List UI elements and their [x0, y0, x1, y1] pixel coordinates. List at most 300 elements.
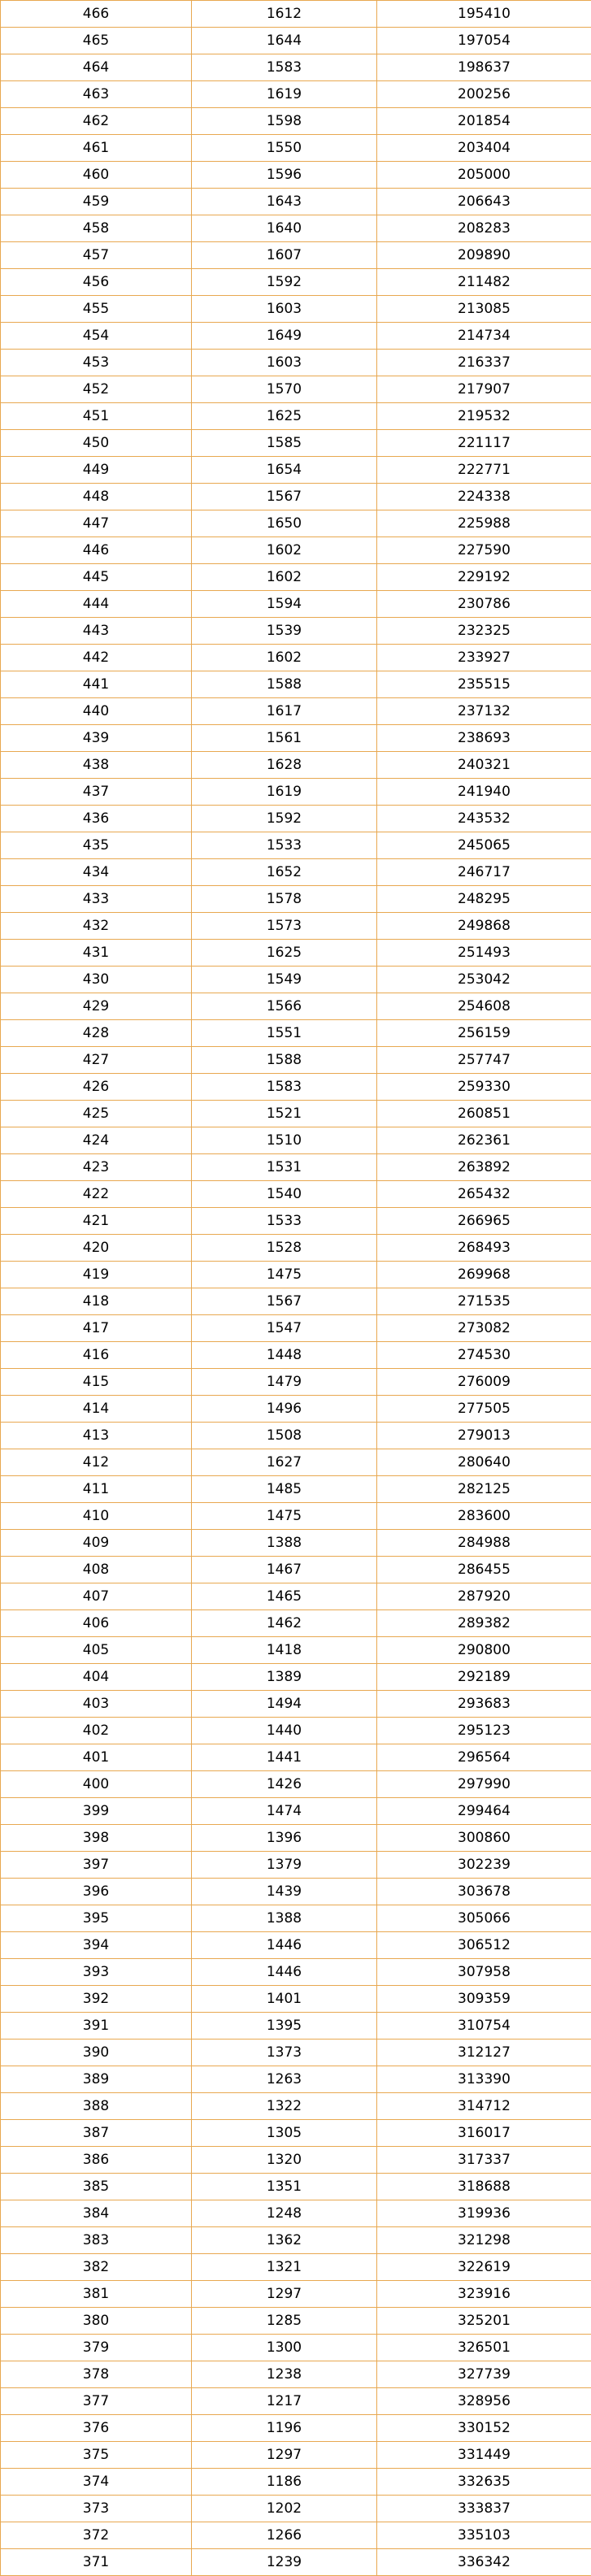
cumulative-cell: 319936 — [377, 2200, 591, 2227]
count-cell: 1551 — [192, 1020, 377, 1047]
count-cell: 1567 — [192, 1288, 377, 1315]
score-cell: 395 — [1, 1905, 192, 1932]
cumulative-cell: 266965 — [377, 1208, 591, 1235]
score-cell: 392 — [1, 1986, 192, 2013]
score-cell: 376 — [1, 2415, 192, 2442]
cumulative-cell: 328956 — [377, 2388, 591, 2415]
table-row — [1, 1691, 591, 1718]
cumulative-cell: 284988 — [377, 1530, 591, 1557]
table-row — [1, 1396, 591, 1423]
table-row — [1, 1744, 591, 1771]
count-cell: 1248 — [192, 2200, 377, 2227]
count-cell: 1475 — [192, 1262, 377, 1288]
table-row — [1, 1530, 591, 1557]
cumulative-cell: 305066 — [377, 1905, 591, 1932]
cumulative-cell: 260851 — [377, 1101, 591, 1127]
table-row — [1, 2040, 591, 2066]
cumulative-cell: 280640 — [377, 1449, 591, 1476]
cumulative-cell: 254608 — [377, 993, 591, 1020]
count-cell: 1351 — [192, 2174, 377, 2200]
score-cell: 424 — [1, 1127, 192, 1154]
count-cell: 1396 — [192, 1825, 377, 1852]
count-cell: 1521 — [192, 1101, 377, 1127]
count-cell: 1592 — [192, 806, 377, 832]
cumulative-cell: 197054 — [377, 28, 591, 54]
cumulative-cell: 300860 — [377, 1825, 591, 1852]
count-cell: 1644 — [192, 28, 377, 54]
score-cell: 399 — [1, 1798, 192, 1825]
count-cell: 1238 — [192, 2361, 377, 2388]
table-row — [1, 215, 591, 242]
cumulative-cell: 208283 — [377, 215, 591, 242]
score-cell: 446 — [1, 537, 192, 564]
table-row — [1, 2147, 591, 2174]
table-row — [1, 806, 591, 832]
cumulative-cell: 317337 — [377, 2147, 591, 2174]
table-row — [1, 1074, 591, 1101]
count-cell: 1475 — [192, 1503, 377, 1530]
table-row — [1, 1557, 591, 1583]
table-row — [1, 1449, 591, 1476]
count-cell: 1652 — [192, 859, 377, 886]
cumulative-cell: 263892 — [377, 1154, 591, 1181]
score-cell: 394 — [1, 1932, 192, 1959]
cumulative-cell: 331449 — [377, 2442, 591, 2469]
score-cell: 429 — [1, 993, 192, 1020]
count-cell: 1649 — [192, 323, 377, 350]
score-cell: 380 — [1, 2308, 192, 2335]
count-cell: 1612 — [192, 1, 377, 28]
cumulative-cell: 287920 — [377, 1583, 591, 1610]
count-cell: 1654 — [192, 457, 377, 484]
cumulative-cell: 221117 — [377, 430, 591, 457]
score-cell: 405 — [1, 1637, 192, 1664]
table-row — [1, 1959, 591, 1986]
cumulative-cell: 321298 — [377, 2227, 591, 2254]
count-cell: 1202 — [192, 2496, 377, 2522]
cumulative-cell: 323916 — [377, 2281, 591, 2308]
score-cell: 401 — [1, 1744, 192, 1771]
cumulative-cell: 293683 — [377, 1691, 591, 1718]
cumulative-cell: 322619 — [377, 2254, 591, 2281]
score-cell: 432 — [1, 913, 192, 940]
table-row — [1, 1127, 591, 1154]
score-cell: 426 — [1, 1074, 192, 1101]
count-cell: 1607 — [192, 242, 377, 269]
cumulative-cell: 200256 — [377, 81, 591, 108]
score-cell: 407 — [1, 1583, 192, 1610]
count-cell: 1426 — [192, 1771, 377, 1798]
count-cell: 1583 — [192, 1074, 377, 1101]
score-cell: 414 — [1, 1396, 192, 1423]
cumulative-cell: 295123 — [377, 1718, 591, 1744]
score-cell: 434 — [1, 859, 192, 886]
cumulative-cell: 233927 — [377, 645, 591, 671]
count-cell: 1305 — [192, 2120, 377, 2147]
count-cell: 1598 — [192, 108, 377, 135]
cumulative-cell: 238693 — [377, 725, 591, 752]
cumulative-cell: 286455 — [377, 1557, 591, 1583]
table-row — [1, 135, 591, 162]
cumulative-cell: 251493 — [377, 940, 591, 967]
cumulative-cell: 309359 — [377, 1986, 591, 2013]
table-row — [1, 752, 591, 779]
score-cell: 444 — [1, 591, 192, 618]
score-cell: 400 — [1, 1771, 192, 1798]
table-row — [1, 28, 591, 54]
table-row — [1, 1235, 591, 1262]
count-cell: 1388 — [192, 1530, 377, 1557]
score-cell: 378 — [1, 2361, 192, 2388]
score-cell: 397 — [1, 1852, 192, 1879]
table-row — [1, 1262, 591, 1288]
score-cell: 391 — [1, 2013, 192, 2040]
count-cell: 1539 — [192, 618, 377, 645]
count-cell: 1474 — [192, 1798, 377, 1825]
table-row — [1, 1423, 591, 1449]
cumulative-cell: 333837 — [377, 2496, 591, 2522]
count-cell: 1186 — [192, 2469, 377, 2496]
score-cell: 408 — [1, 1557, 192, 1583]
table-row — [1, 1288, 591, 1315]
cumulative-cell: 306512 — [377, 1932, 591, 1959]
score-cell: 462 — [1, 108, 192, 135]
score-cell: 383 — [1, 2227, 192, 2254]
table-row — [1, 189, 591, 215]
table-row — [1, 1154, 591, 1181]
count-cell: 1448 — [192, 1342, 377, 1369]
score-cell: 443 — [1, 618, 192, 645]
count-cell: 1418 — [192, 1637, 377, 1664]
table-row — [1, 1637, 591, 1664]
count-cell: 1625 — [192, 403, 377, 430]
table-row — [1, 993, 591, 1020]
score-cell: 430 — [1, 967, 192, 993]
table-row — [1, 1986, 591, 2013]
score-cell: 416 — [1, 1342, 192, 1369]
score-cell: 388 — [1, 2093, 192, 2120]
table-row — [1, 1020, 591, 1047]
score-cell: 457 — [1, 242, 192, 269]
score-cell: 423 — [1, 1154, 192, 1181]
score-cell: 373 — [1, 2496, 192, 2522]
cumulative-cell: 201854 — [377, 108, 591, 135]
cumulative-cell: 332635 — [377, 2469, 591, 2496]
table-row — [1, 2388, 591, 2415]
cumulative-cell: 219532 — [377, 403, 591, 430]
table-row — [1, 2227, 591, 2254]
cumulative-cell: 336342 — [377, 2549, 591, 2576]
count-cell: 1510 — [192, 1127, 377, 1154]
score-cell: 435 — [1, 832, 192, 859]
count-cell: 1266 — [192, 2522, 377, 2549]
cumulative-cell: 203404 — [377, 135, 591, 162]
count-cell: 1441 — [192, 1744, 377, 1771]
cumulative-cell: 265432 — [377, 1181, 591, 1208]
count-cell: 1533 — [192, 1208, 377, 1235]
table-row — [1, 779, 591, 806]
table-row — [1, 2335, 591, 2361]
table-row — [1, 1771, 591, 1798]
score-cell: 412 — [1, 1449, 192, 1476]
cumulative-cell: 205000 — [377, 162, 591, 189]
table-row — [1, 1583, 591, 1610]
count-cell: 1602 — [192, 645, 377, 671]
count-cell: 1531 — [192, 1154, 377, 1181]
count-cell: 1322 — [192, 2093, 377, 2120]
count-cell: 1547 — [192, 1315, 377, 1342]
count-cell: 1592 — [192, 269, 377, 296]
table-row — [1, 403, 591, 430]
table-row — [1, 618, 591, 645]
cumulative-cell: 326501 — [377, 2335, 591, 2361]
table-body — [1, 1, 591, 2576]
score-cell: 420 — [1, 1235, 192, 1262]
cumulative-cell: 289382 — [377, 1610, 591, 1637]
count-cell: 1585 — [192, 430, 377, 457]
score-cell: 461 — [1, 135, 192, 162]
cumulative-cell: 211482 — [377, 269, 591, 296]
score-cell: 406 — [1, 1610, 192, 1637]
score-cell: 398 — [1, 1825, 192, 1852]
count-cell: 1321 — [192, 2254, 377, 2281]
score-cell: 404 — [1, 1664, 192, 1691]
cumulative-cell: 237132 — [377, 698, 591, 725]
score-cell: 466 — [1, 1, 192, 28]
cumulative-cell: 327739 — [377, 2361, 591, 2388]
cumulative-cell: 248295 — [377, 886, 591, 913]
score-cell: 403 — [1, 1691, 192, 1718]
cumulative-cell: 313390 — [377, 2066, 591, 2093]
table-row — [1, 725, 591, 752]
cumulative-cell: 222771 — [377, 457, 591, 484]
table-row — [1, 510, 591, 537]
cumulative-cell: 271535 — [377, 1288, 591, 1315]
score-cell: 418 — [1, 1288, 192, 1315]
count-cell: 1650 — [192, 510, 377, 537]
count-cell: 1627 — [192, 1449, 377, 1476]
cumulative-cell: 330152 — [377, 2415, 591, 2442]
table-row — [1, 1825, 591, 1852]
cumulative-cell: 256159 — [377, 1020, 591, 1047]
cumulative-cell: 243532 — [377, 806, 591, 832]
table-row — [1, 1342, 591, 1369]
table-row — [1, 1879, 591, 1905]
count-cell: 1550 — [192, 135, 377, 162]
score-cell: 384 — [1, 2200, 192, 2227]
score-cell: 458 — [1, 215, 192, 242]
count-cell: 1485 — [192, 1476, 377, 1503]
cumulative-cell: 198637 — [377, 54, 591, 81]
count-cell: 1540 — [192, 1181, 377, 1208]
score-cell: 460 — [1, 162, 192, 189]
score-cell: 425 — [1, 1101, 192, 1127]
count-cell: 1508 — [192, 1423, 377, 1449]
count-cell: 1583 — [192, 54, 377, 81]
count-cell: 1603 — [192, 296, 377, 323]
table-row — [1, 376, 591, 403]
score-cell: 453 — [1, 350, 192, 376]
score-cell: 415 — [1, 1369, 192, 1396]
score-cell: 410 — [1, 1503, 192, 1530]
cumulative-cell: 325201 — [377, 2308, 591, 2335]
cumulative-cell: 292189 — [377, 1664, 591, 1691]
table-row — [1, 2200, 591, 2227]
table-row — [1, 564, 591, 591]
cumulative-cell: 213085 — [377, 296, 591, 323]
table-row — [1, 162, 591, 189]
cumulative-cell: 232325 — [377, 618, 591, 645]
score-cell: 372 — [1, 2522, 192, 2549]
score-cell: 422 — [1, 1181, 192, 1208]
table-row — [1, 2549, 591, 2576]
score-cell: 438 — [1, 752, 192, 779]
table-row — [1, 2254, 591, 2281]
count-cell: 1285 — [192, 2308, 377, 2335]
cumulative-cell: 316017 — [377, 2120, 591, 2147]
cumulative-cell: 240321 — [377, 752, 591, 779]
score-cell: 447 — [1, 510, 192, 537]
count-cell: 1628 — [192, 752, 377, 779]
count-cell: 1594 — [192, 591, 377, 618]
score-cell: 387 — [1, 2120, 192, 2147]
cumulative-cell: 216337 — [377, 350, 591, 376]
cumulative-cell: 314712 — [377, 2093, 591, 2120]
table-row — [1, 2013, 591, 2040]
table-row — [1, 1, 591, 28]
count-cell: 1528 — [192, 1235, 377, 1262]
table-row — [1, 484, 591, 510]
table-row — [1, 1503, 591, 1530]
table-row — [1, 2442, 591, 2469]
score-cell: 390 — [1, 2040, 192, 2066]
count-cell: 1320 — [192, 2147, 377, 2174]
score-cell: 379 — [1, 2335, 192, 2361]
table-row — [1, 350, 591, 376]
table-row — [1, 671, 591, 698]
cumulative-cell: 335103 — [377, 2522, 591, 2549]
count-cell: 1239 — [192, 2549, 377, 2576]
score-cell: 465 — [1, 28, 192, 54]
count-cell: 1467 — [192, 1557, 377, 1583]
count-cell: 1603 — [192, 350, 377, 376]
count-cell: 1566 — [192, 993, 377, 1020]
cumulative-cell: 259330 — [377, 1074, 591, 1101]
cumulative-cell: 224338 — [377, 484, 591, 510]
cumulative-cell: 307958 — [377, 1959, 591, 1986]
score-cell: 411 — [1, 1476, 192, 1503]
cumulative-cell: 195410 — [377, 1, 591, 28]
cumulative-cell: 279013 — [377, 1423, 591, 1449]
score-cell: 445 — [1, 564, 192, 591]
cumulative-cell: 290800 — [377, 1637, 591, 1664]
table-row — [1, 832, 591, 859]
cumulative-cell: 262361 — [377, 1127, 591, 1154]
count-cell: 1549 — [192, 967, 377, 993]
count-cell: 1578 — [192, 886, 377, 913]
score-cell: 452 — [1, 376, 192, 403]
table-row — [1, 430, 591, 457]
score-cell: 421 — [1, 1208, 192, 1235]
cumulative-cell: 276009 — [377, 1369, 591, 1396]
table-row — [1, 537, 591, 564]
count-cell: 1439 — [192, 1879, 377, 1905]
cumulative-cell: 227590 — [377, 537, 591, 564]
score-cell: 441 — [1, 671, 192, 698]
count-cell: 1619 — [192, 81, 377, 108]
table-row — [1, 457, 591, 484]
score-cell: 385 — [1, 2174, 192, 2200]
score-cell: 386 — [1, 2147, 192, 2174]
score-cell: 455 — [1, 296, 192, 323]
count-cell: 1561 — [192, 725, 377, 752]
count-cell: 1373 — [192, 2040, 377, 2066]
table-row — [1, 1208, 591, 1235]
cumulative-cell: 209890 — [377, 242, 591, 269]
table-row — [1, 591, 591, 618]
table-row — [1, 1798, 591, 1825]
table-row — [1, 2281, 591, 2308]
table-row — [1, 2522, 591, 2549]
count-cell: 1446 — [192, 1932, 377, 1959]
score-cell: 396 — [1, 1879, 192, 1905]
count-cell: 1643 — [192, 189, 377, 215]
cumulative-cell: 277505 — [377, 1396, 591, 1423]
score-cell: 436 — [1, 806, 192, 832]
table-row — [1, 2308, 591, 2335]
count-cell: 1596 — [192, 162, 377, 189]
table-row — [1, 2469, 591, 2496]
table-row — [1, 81, 591, 108]
cumulative-cell: 206643 — [377, 189, 591, 215]
count-cell: 1588 — [192, 1047, 377, 1074]
table-row — [1, 269, 591, 296]
cumulative-cell: 246717 — [377, 859, 591, 886]
count-cell: 1446 — [192, 1959, 377, 1986]
cumulative-cell: 310754 — [377, 2013, 591, 2040]
table-row — [1, 2120, 591, 2147]
count-cell: 1440 — [192, 1718, 377, 1744]
cumulative-cell: 249868 — [377, 913, 591, 940]
score-cell: 440 — [1, 698, 192, 725]
table-row — [1, 2066, 591, 2093]
count-cell: 1479 — [192, 1369, 377, 1396]
score-cell: 439 — [1, 725, 192, 752]
count-cell: 1573 — [192, 913, 377, 940]
cumulative-cell: 296564 — [377, 1744, 591, 1771]
cumulative-cell: 318688 — [377, 2174, 591, 2200]
score-cell: 417 — [1, 1315, 192, 1342]
score-cell: 402 — [1, 1718, 192, 1744]
table-row — [1, 1101, 591, 1127]
table-row — [1, 1315, 591, 1342]
count-cell: 1617 — [192, 698, 377, 725]
count-cell: 1395 — [192, 2013, 377, 2040]
score-cell: 371 — [1, 2549, 192, 2576]
score-cell: 374 — [1, 2469, 192, 2496]
count-cell: 1567 — [192, 484, 377, 510]
cumulative-cell: 268493 — [377, 1235, 591, 1262]
score-cell: 413 — [1, 1423, 192, 1449]
table-row — [1, 2361, 591, 2388]
cumulative-cell: 312127 — [377, 2040, 591, 2066]
table-row — [1, 323, 591, 350]
count-cell: 1388 — [192, 1905, 377, 1932]
table-row — [1, 1664, 591, 1691]
score-cell: 419 — [1, 1262, 192, 1288]
cumulative-cell: 229192 — [377, 564, 591, 591]
score-cell: 442 — [1, 645, 192, 671]
